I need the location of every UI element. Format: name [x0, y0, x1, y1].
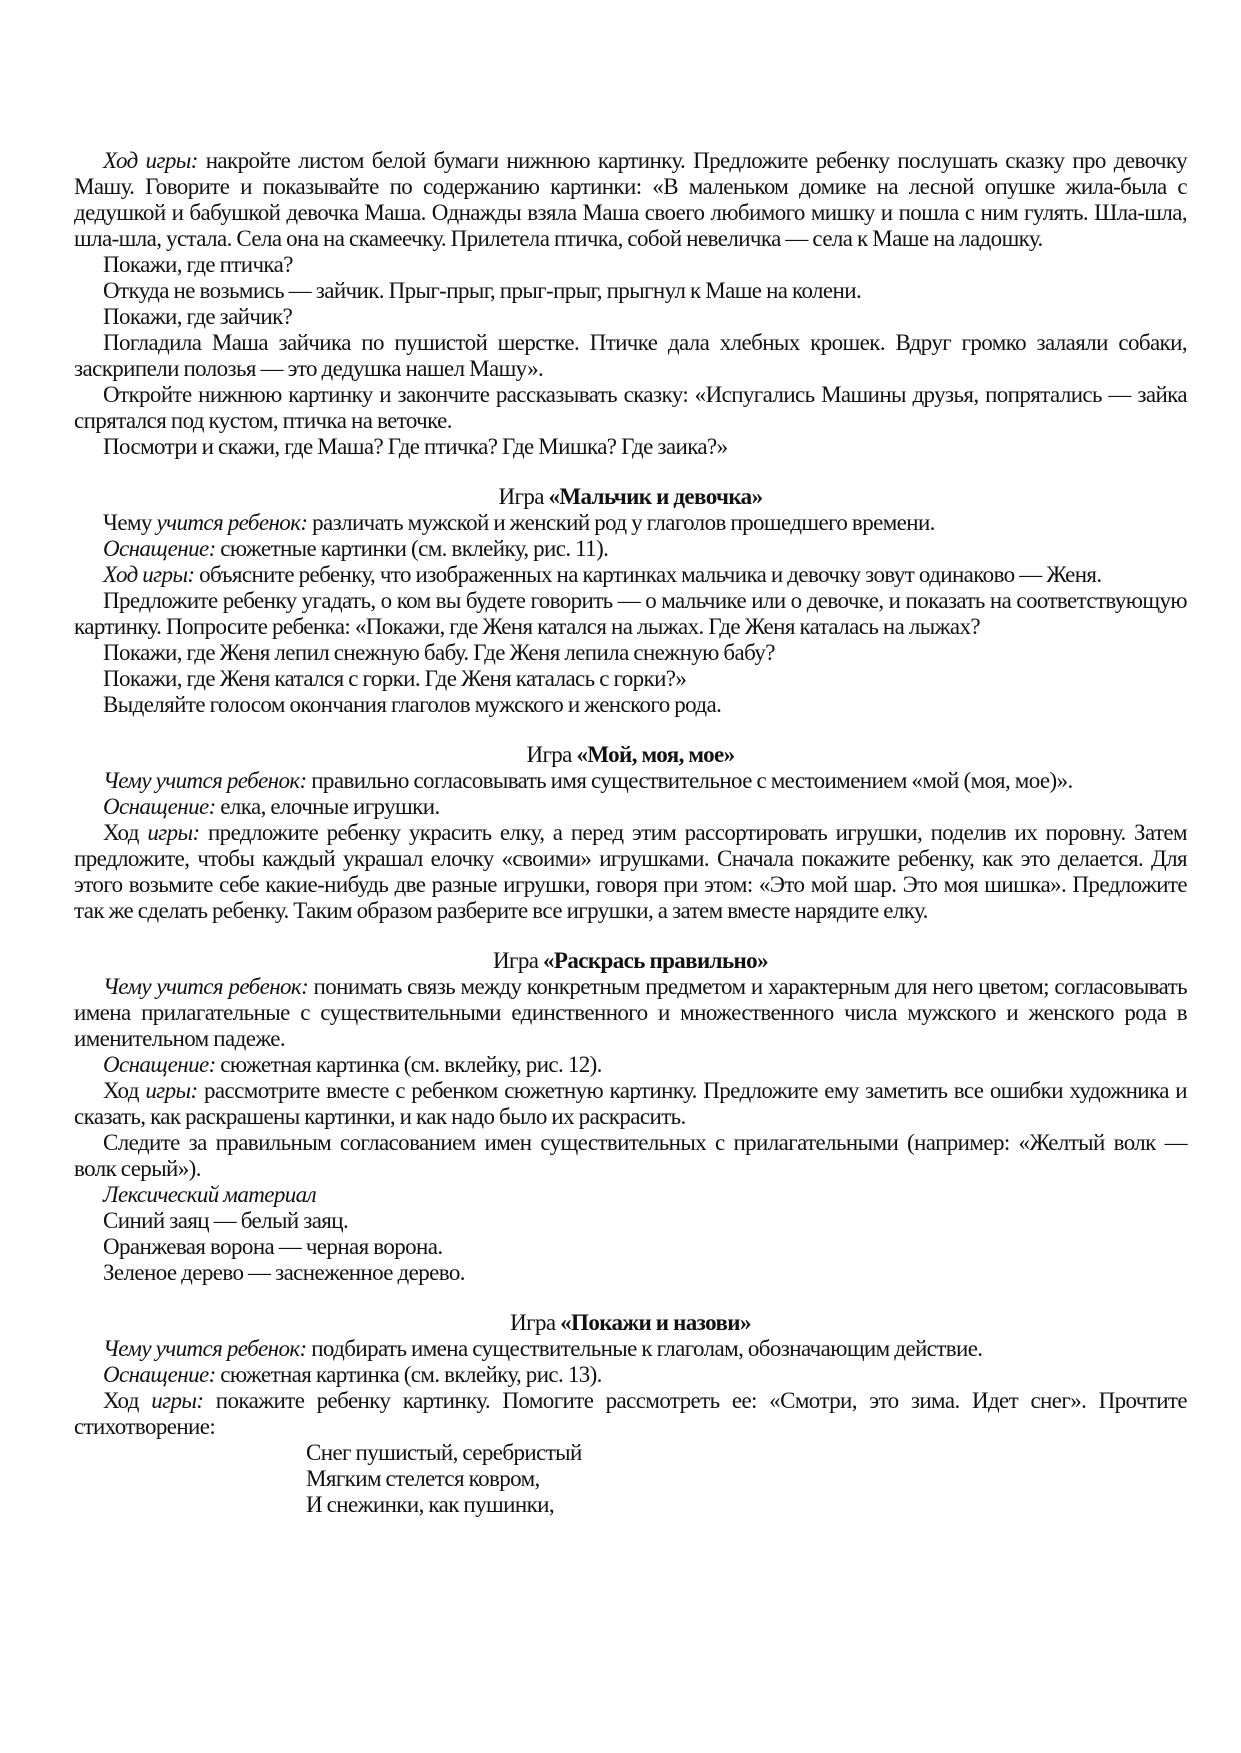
paragraph: [74, 794, 1187, 820]
paragraph: Покажи, где Женя лепил снежную бабу. Где Женя лепила снежную бабу?: [103, 640, 775, 665]
text: сюжетная картинка (см. вклейку, рис. 12).: [215, 1052, 602, 1077]
text: предложите ребенку украсить елку, а перед этим рассортировать игрушки, поделив их поровну. Затем предложите, чтобы каждый украшал елочку «своими» игрушками. Сначала покажите ребенку, как это делается. Для этого возьмите себе какие-нибудь две разные игрушки, говоря при этом: «Это мой шар. Это моя шишка». Предложите так же сделать ребенку. Таким образом разберите все игрушки, а затем вместе нарядите елку.: [74, 820, 1187, 923]
label: Оснащение:: [103, 1362, 216, 1387]
paragraph: [74, 1078, 1187, 1130]
section-heading: [74, 948, 1187, 974]
verse-line: Мягким стелется ковром,: [306, 1466, 540, 1491]
paragraph: [74, 1336, 1187, 1362]
heading-prefix: Игра: [493, 948, 544, 973]
paragraph: Откройте нижнюю картинку и закончите рассказывать сказку: «Испугались Машины друзья, попрятались — зайка спрятался под кустом, птичка на веточке.: [74, 382, 1187, 433]
label: Чему учится ребенок:: [103, 974, 309, 999]
text: накройте листом белой бумаги нижнюю картинку. Предложите ребенку послушать сказку про девочку Машу. Говорите и показывайте по содержанию картинки: «В маленьком домике на лесной опушке жила-была с дедушкой и бабушкой девочка Маша. Однажды взяла Маша своего любимого мишку и пошла с ним гулять. Шла-шла, шла-шла, устала. Села она на скамеечку. Прилетела птичка, собой невеличка — села к Маше на ладошку.: [74, 148, 1187, 251]
game-show-name: [74, 1310, 1187, 1518]
paragraph: Погладила Маша зайчика по пушистой шерстке. Птичке дала хлебных крошек. Вдруг громко залаяли собаки, заскрипели полозья — это дедушка нашел Машу».: [74, 330, 1187, 381]
section-heading: [74, 1310, 1187, 1336]
paragraph: Откуда не возьмись — зайчик. Прыг-прыг, прыг-прыг, прыгнул к Маше на колени.: [103, 278, 862, 303]
paragraph: [74, 1388, 1187, 1440]
heading-prefix: Игра: [510, 1310, 561, 1335]
label: Чему учится ребенок:: [103, 768, 307, 793]
text: правильно согласовывать имя существительное с местоимением «мой (моя, мое)».: [306, 768, 1073, 793]
text: Чему: [103, 510, 157, 535]
paragraph: [74, 148, 1187, 252]
paragraph: Предложите ребенку угадать, о ком вы будете говорить — о мальчике или о девочке, и показать на соответствующую картинку. Попросите ребенка: «Покажи, где Женя катался на лыжах. Где Женя каталась на лыжах?: [74, 588, 1187, 639]
text: объясните ребенку, что изображенных на картинках мальчика и девочку зовут одинаково — Женя.: [194, 562, 1102, 587]
heading-prefix: Игра: [526, 742, 577, 767]
paragraph: [74, 974, 1187, 1052]
list-item: Синий заяц — белый заяц.: [103, 1208, 349, 1233]
label: Ход игры:: [103, 148, 198, 173]
text: сюжетная картинка (см. вклейку, рис. 13).: [215, 1362, 602, 1387]
game-color: [74, 948, 1187, 1286]
label: Оснащение:: [103, 536, 216, 561]
section-heading: [74, 742, 1187, 768]
label: Чему учится ребенок:: [103, 1336, 307, 1361]
list-item: Оранжевая ворона — черная ворона.: [103, 1234, 443, 1259]
heading-title: «Мой, моя, мое»: [576, 742, 735, 767]
game-boy-girl: [74, 484, 1187, 718]
label: игры:: [145, 1078, 198, 1103]
paragraph: Покажи, где зайчик?: [103, 304, 293, 329]
paragraph: [74, 562, 1187, 588]
intro-section: [74, 148, 1187, 460]
text: понимать связь между конкретным предметом и характерным для него цветом; согласовывать имена прилагательные с существительными единственного и множественного числа мужского и женского рода в именительном падеже.: [74, 974, 1187, 1051]
text: Ход: [103, 1078, 146, 1103]
heading-title: «Покажи и назови»: [560, 1310, 751, 1335]
label: игры:: [151, 1388, 204, 1413]
label: Ход игры:: [103, 562, 195, 587]
text: различать мужской и женский род у глаголов прошедшего времени.: [307, 510, 935, 535]
label: игры:: [147, 820, 200, 845]
text: елка, елочные игрушки.: [215, 794, 440, 819]
paragraph: Покажи, где птичка?: [103, 252, 293, 277]
paragraph: [74, 1052, 1187, 1078]
verse-line: Снег пушистый, серебристый: [306, 1440, 582, 1465]
label: Лексический материал: [103, 1182, 316, 1207]
text: Ход: [103, 1388, 152, 1413]
paragraph: [74, 536, 1187, 562]
heading-title: «Раскрась правильно»: [543, 948, 768, 973]
label: учится ребенок:: [156, 510, 308, 535]
heading-prefix: Игра: [498, 484, 549, 509]
section-heading: [74, 484, 1187, 510]
paragraph: Покажи, где Женя катался с горки. Где Женя каталась с горки?»: [103, 666, 687, 691]
heading-title: «Мальчик и девочка»: [548, 484, 763, 509]
paragraph: [74, 1182, 1187, 1208]
text: Ход: [103, 820, 148, 845]
list-item: Зеленое дерево — заснеженное дерево.: [103, 1260, 465, 1285]
label: Оснащение:: [103, 794, 216, 819]
document-page: [74, 148, 1187, 1518]
label: Оснащение:: [103, 1052, 216, 1077]
text: рассмотрите вместе с ребенком сюжетную картинку. Предложите ему заметить все ошибки художника и сказать, как раскрашены картинки, и как надо было их раскрасить.: [74, 1078, 1187, 1129]
paragraph: [74, 510, 1187, 536]
paragraph: Следите за правильным согласованием имен существительных с прилагательными (например: «Желтый волк — волк серый»).: [74, 1130, 1187, 1181]
text: покажите ребенку картинку. Помогите рассмотреть ее: «Смотри, это зима. Идет снег». Прочтите стихотворение:: [74, 1388, 1187, 1439]
game-my: [74, 742, 1187, 924]
verse-line: И снежинки, как пушинки,: [306, 1492, 555, 1517]
paragraph: [74, 768, 1187, 794]
paragraph: Выделяйте голосом окончания глаголов мужского и женского рода.: [103, 692, 722, 717]
text: сюжетные картинки (см. вклейку, рис. 11).: [215, 536, 609, 561]
text: подбирать имена существительные к глаголам, обозначающим действие.: [306, 1336, 983, 1361]
paragraph: [74, 1362, 1187, 1388]
paragraph: Посмотри и скажи, где Маша? Где птичка? Где Мишка? Где заика?»: [103, 434, 728, 459]
paragraph: [74, 820, 1187, 924]
